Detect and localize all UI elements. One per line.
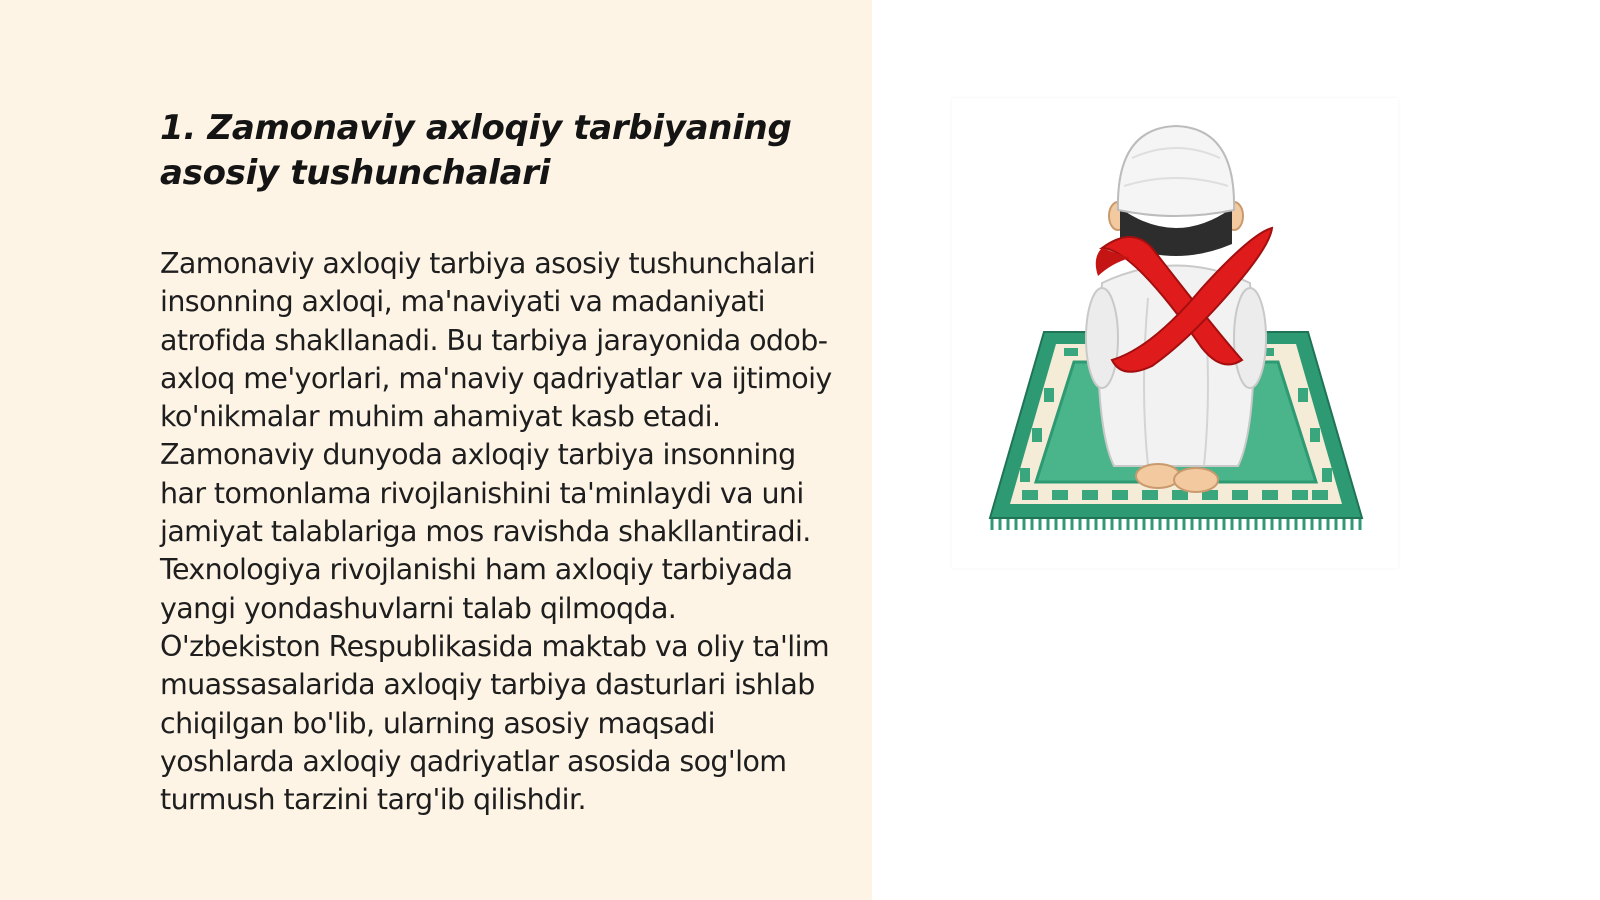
- slide-body-text: Zamonaviy axloqiy tarbiya asosiy tushunchalari insonning axloqi, ma'naviyati va madaniyati atrofida shakllanadi. Bu tarbiya jarayonida odob-axloq me'yorlari, ma'naviy qadriyatlar va ijtimoiy ko'nikmalar muhim ahamiyat kasb etadi. Zamonaviy dunyoda axloqiy tarbiya insonning har tomonlama rivojlanishini ta'minlaydi va uni jamiyat talablariga mos ravishda shakllantiradi. Texnologiya rivojlanishi ham axloqiy tarbiyada yangi yondashuvlarni talab qilmoqda. O'zbekiston Respublikasida maktab va oliy ta'lim muassasalarida axloqiy tarbiya dasturlari ishlab chiqilgan bo'lib, ularning asosiy maqsadi yoshlarda axloqiy qadriyatlar asosida sog'lom turmush tarzini targ'ib qilishdir.: [160, 247, 832, 817]
- illustration-card: [952, 98, 1398, 568]
- slide-title: 1. Zamonaviy axloqiy tarbiyaning asosiy tushunchalari: [160, 108, 792, 193]
- praying-man-with-red-cross-icon: [952, 98, 1398, 568]
